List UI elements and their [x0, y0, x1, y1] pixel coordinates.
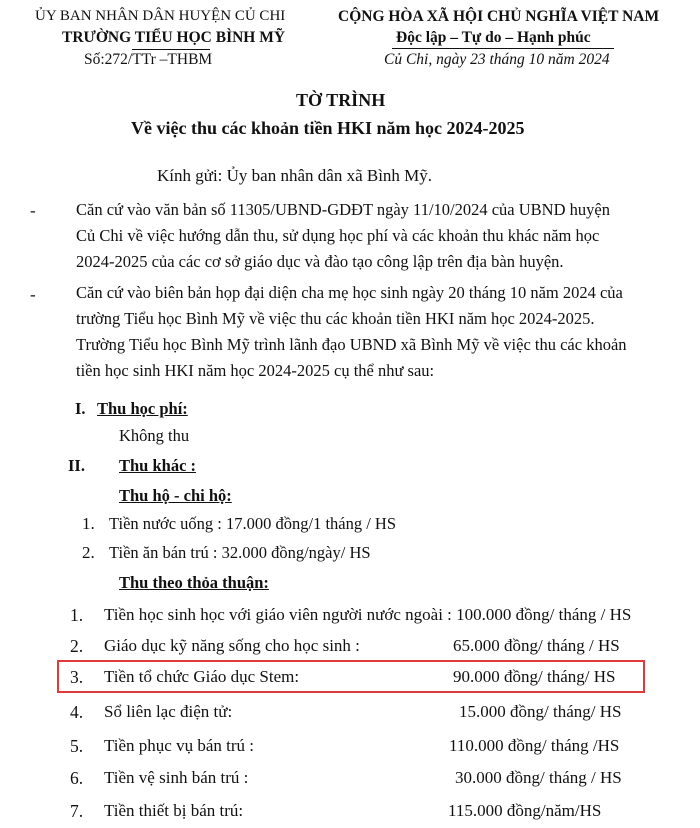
list-item-number: 2.: [70, 636, 84, 656]
list-item-value: 15.000 đồng/ tháng/ HS: [459, 702, 622, 721]
list-item-number: 5.: [70, 736, 84, 756]
paragraph-line: Căn cứ vào văn bản số 11305/UBND-GDĐT ngày 11/10/2024 của UBND huyện: [76, 200, 610, 219]
list-item-number: 3.: [70, 667, 84, 687]
list-item-value: 115.000 đồng/năm/HS: [448, 801, 602, 820]
list-item: Tiền ăn bán trú : 32.000 đồng/ngày/ HS: [109, 543, 371, 562]
list-item: Tiền nước uống : 17.000 đồng/1 tháng / HS: [109, 514, 397, 533]
list-item-label: Giáo dục kỹ năng sống cho học sinh :: [104, 636, 360, 655]
section-1-number: I.: [75, 399, 86, 418]
list-item-number: 1.: [82, 514, 95, 533]
list-item-value: 30.000 đồng/ tháng / HS: [455, 768, 622, 787]
nation-title: CỘNG HÒA XÃ HỘI CHỦ NGHĨA VIỆT NAM: [338, 8, 660, 25]
list-item-label: Tiền vệ sinh bán trú :: [104, 768, 249, 787]
list-item-value: 110.000 đồng/ tháng /HS: [449, 736, 620, 755]
list-item-label: Tiền phục vụ bán trú :: [104, 736, 255, 755]
paragraph-line: Trường Tiểu học Bình Mỹ trình lãnh đạo UBND xã Bình Mỹ về việc thu các khoản: [76, 335, 627, 354]
list-item-number: 2.: [82, 543, 95, 562]
paragraph-line: tiền học sinh HKI năm học 2024-2025 cụ thể như sau:: [76, 361, 435, 380]
motto-underline: [392, 48, 614, 49]
agreement-title: Thu theo thỏa thuận:: [119, 573, 269, 592]
nation-motto: Độc lập – Tự do – Hạnh phúc: [396, 29, 591, 46]
list-item-value: 65.000 đồng/ tháng / HS: [453, 636, 620, 655]
school-name: TRƯỜNG TIỂU HỌC BÌNH MỸ: [62, 29, 286, 46]
list-item-number: 1.: [70, 605, 84, 625]
list-item-label: Tiền thiết bị bán trú:: [104, 801, 244, 820]
list-item-number: 4.: [70, 702, 84, 722]
list-item-label: Tiền học sinh học với giáo viên người nước ngoài : 100.000 đồng/ tháng / HS: [104, 605, 632, 624]
bullet-dash: -: [30, 285, 36, 304]
section-1-title: Thu học phí:: [97, 399, 188, 418]
section-2-number: II.: [68, 456, 85, 475]
document-subtitle: Về việc thu các khoản tiền HKI năm học 2024-2025: [131, 118, 525, 138]
list-item-label: Tiền tổ chức Giáo dục Stem:: [104, 667, 300, 686]
list-item-label: Sổ liên lạc điện tử:: [104, 702, 233, 721]
paragraph-line: Căn cứ vào biên bản họp đại diện cha mẹ học sinh ngày 20 tháng 10 năm 2024 của: [76, 283, 623, 302]
recipient: Kính gửi: Ủy ban nhân dân xã Bình Mỹ.: [157, 166, 433, 185]
list-item-value: 90.000 đồng/ tháng/ HS: [453, 667, 616, 686]
paragraph-line: trường Tiểu học Bình Mỹ về việc thu các khoản tiền HKI năm học 2024-2025.: [76, 309, 595, 328]
document-number: Số:272/TTr –THBM: [84, 51, 213, 68]
school-underline: [132, 49, 210, 50]
bullet-dash: -: [30, 201, 36, 220]
agency-name: ỦY BAN NHÂN DÂN HUYỆN CỦ CHI: [35, 8, 286, 24]
document-date: Củ Chi, ngày 23 tháng 10 năm 2024: [384, 51, 610, 68]
collect-on-behalf-title: Thu hộ - chi hộ:: [119, 486, 232, 505]
section-2-title: Thu khác :: [119, 456, 197, 475]
section-1-text: Không thu: [119, 426, 190, 445]
paragraph-line: 2024-2025 của các cơ sở giáo dục và đào tạo công lập trên địa bàn huyện.: [76, 252, 564, 271]
list-item-number: 6.: [70, 768, 84, 788]
list-item-number: 7.: [70, 801, 84, 821]
paragraph-line: Củ Chi về việc hướng dẫn thu, sử dụng học phí và các khoản thu khác năm học: [76, 226, 600, 245]
document-title: TỜ TRÌNH: [296, 90, 386, 110]
